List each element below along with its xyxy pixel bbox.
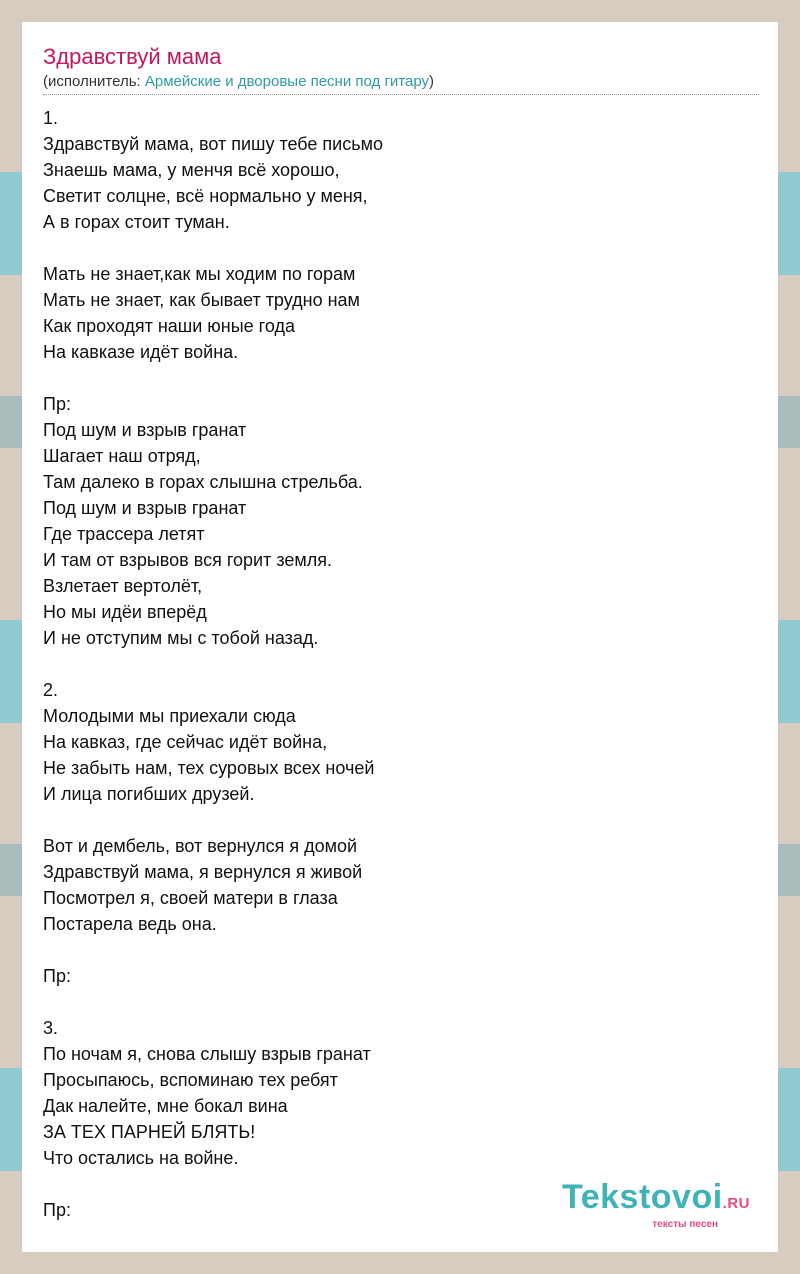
- song-title: Здравствуй мама: [43, 44, 222, 69]
- lyrics-card: [22, 22, 778, 1252]
- song-lyrics: 1. Здравствуй мама, вот пишу тебе письмо Знаешь мама, у менчя всё хорошо, Светит солцне, всё нормально у меня, А в горах стоит туман. Мать не знает,как мы ходим по горам Мать не знает, как бывает трудно нам Как проходят наши юные года На кавказе идёт война. Пр: Под шум и взрыв гранат Шагает наш отряд, Там далеко в горах слышна стрельба. Под шум и взрыв гранат Где трассера летят И там от взрывов вся горит земля. Взлетает вертолёт, Но мы идёи вперёд И не отступим мы с тобой назад. 2. Молодыми мы приехали сюда На кавказ, где сейчас идёт война, Не забыть нам, тех суровых всех ночей И лица погибших друзей. Вот и дембель, вот вернулся я домой Здравствуй мама, я вернулся я живой Посмотрел я, своей матери в глаза Постарела ведь она. Пр: 3. По ночам я, снова слышу взрыв гранат Просыпаюсь, вспоминаю тех ребят Дак налейте, мне бокал вина ЗА ТЕХ ПАРНЕЙ БЛЯТЬ! Что остались на войне. Пр:: [43, 108, 383, 1220]
- artist-suffix: ): [429, 73, 435, 90]
- artist-line: [43, 73, 434, 91]
- artist-prefix: (исполнитель:: [43, 73, 145, 90]
- title-divider: [43, 94, 759, 95]
- logo-tld: .RU: [722, 1195, 750, 1212]
- logo-tagline: тексты песен: [652, 1219, 718, 1230]
- artist-link[interactable]: Армейские и дворовые песни под гитару: [144, 73, 430, 90]
- logo-name: Tekstovoi: [561, 1178, 723, 1216]
- site-logo[interactable]: [562, 1180, 750, 1230]
